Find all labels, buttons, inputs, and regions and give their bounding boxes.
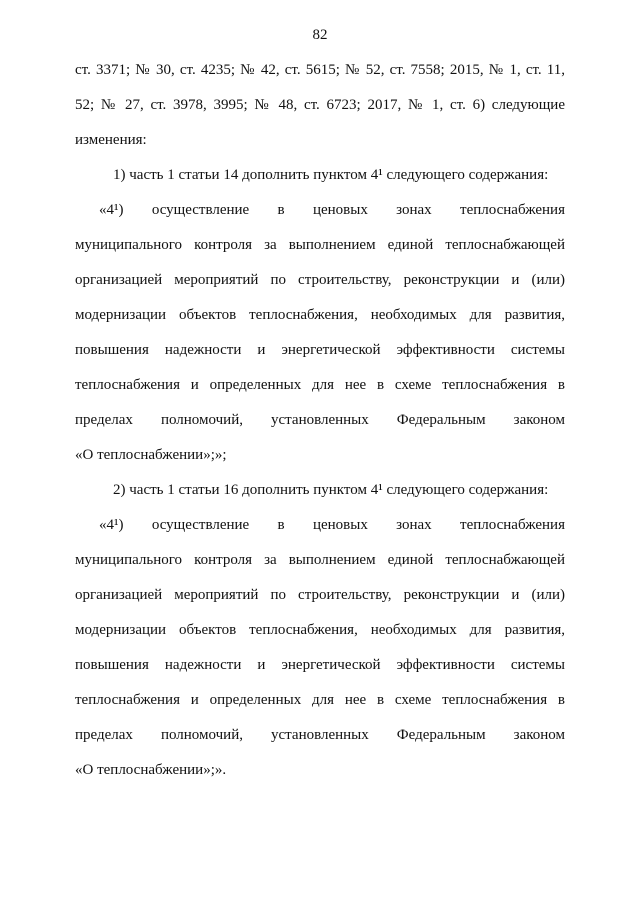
text-line: организацией мероприятий по строительству, реконструкции и (или) [75,587,565,603]
text-line: «О теплоснабжении»;». [75,762,227,778]
text-line: модернизации объектов теплоснабжения, необходимых для развития, [75,307,565,323]
page-number: 82 [312,27,328,43]
text-line: «О теплоснабжении»;»; [75,447,227,463]
text-line: изменения: [75,132,147,148]
text-line: «4¹) осуществление в ценовых зонах теплоснабжения [99,202,565,218]
text-line: муниципального контроля за выполнением единой теплоснабжающей [75,552,565,568]
text-line: пределах полномочий, установленных Федеральным законом [75,412,565,428]
text-line: теплоснабжения и определенных для нее в схеме теплоснабжения в [75,377,565,393]
text-line: модернизации объектов теплоснабжения, необходимых для развития, [75,622,565,638]
text-line: теплоснабжения и определенных для нее в схеме теплоснабжения в [75,692,565,708]
text-line-amendment-2: 2) часть 1 статьи 16 дополнить пунктом 4¹ следующего содержания: [113,482,549,498]
text-line: организацией мероприятий по строительству, реконструкции и (или) [75,272,565,288]
text-line: 52; № 27, ст. 3978, 3995; № 48, ст. 6723; 2017, № 1, ст. 6) следующие [75,97,565,113]
text-line: ст. 3371; № 30, ст. 4235; № 42, ст. 5615; № 52, ст. 7558; 2015, № 1, ст. 11, [75,62,565,78]
text-line: повышения надежности и энергетической эффективности системы [75,342,565,358]
text-line: муниципального контроля за выполнением единой теплоснабжающей [75,237,565,253]
text-line: пределах полномочий, установленных Федеральным законом [75,727,565,743]
document-body [75,53,565,788]
text-line: повышения надежности и энергетической эффективности системы [75,657,565,673]
text-line-amendment-1: 1) часть 1 статьи 14 дополнить пунктом 4¹ следующего содержания: [113,167,549,183]
text-line: «4¹) осуществление в ценовых зонах теплоснабжения [99,517,565,533]
